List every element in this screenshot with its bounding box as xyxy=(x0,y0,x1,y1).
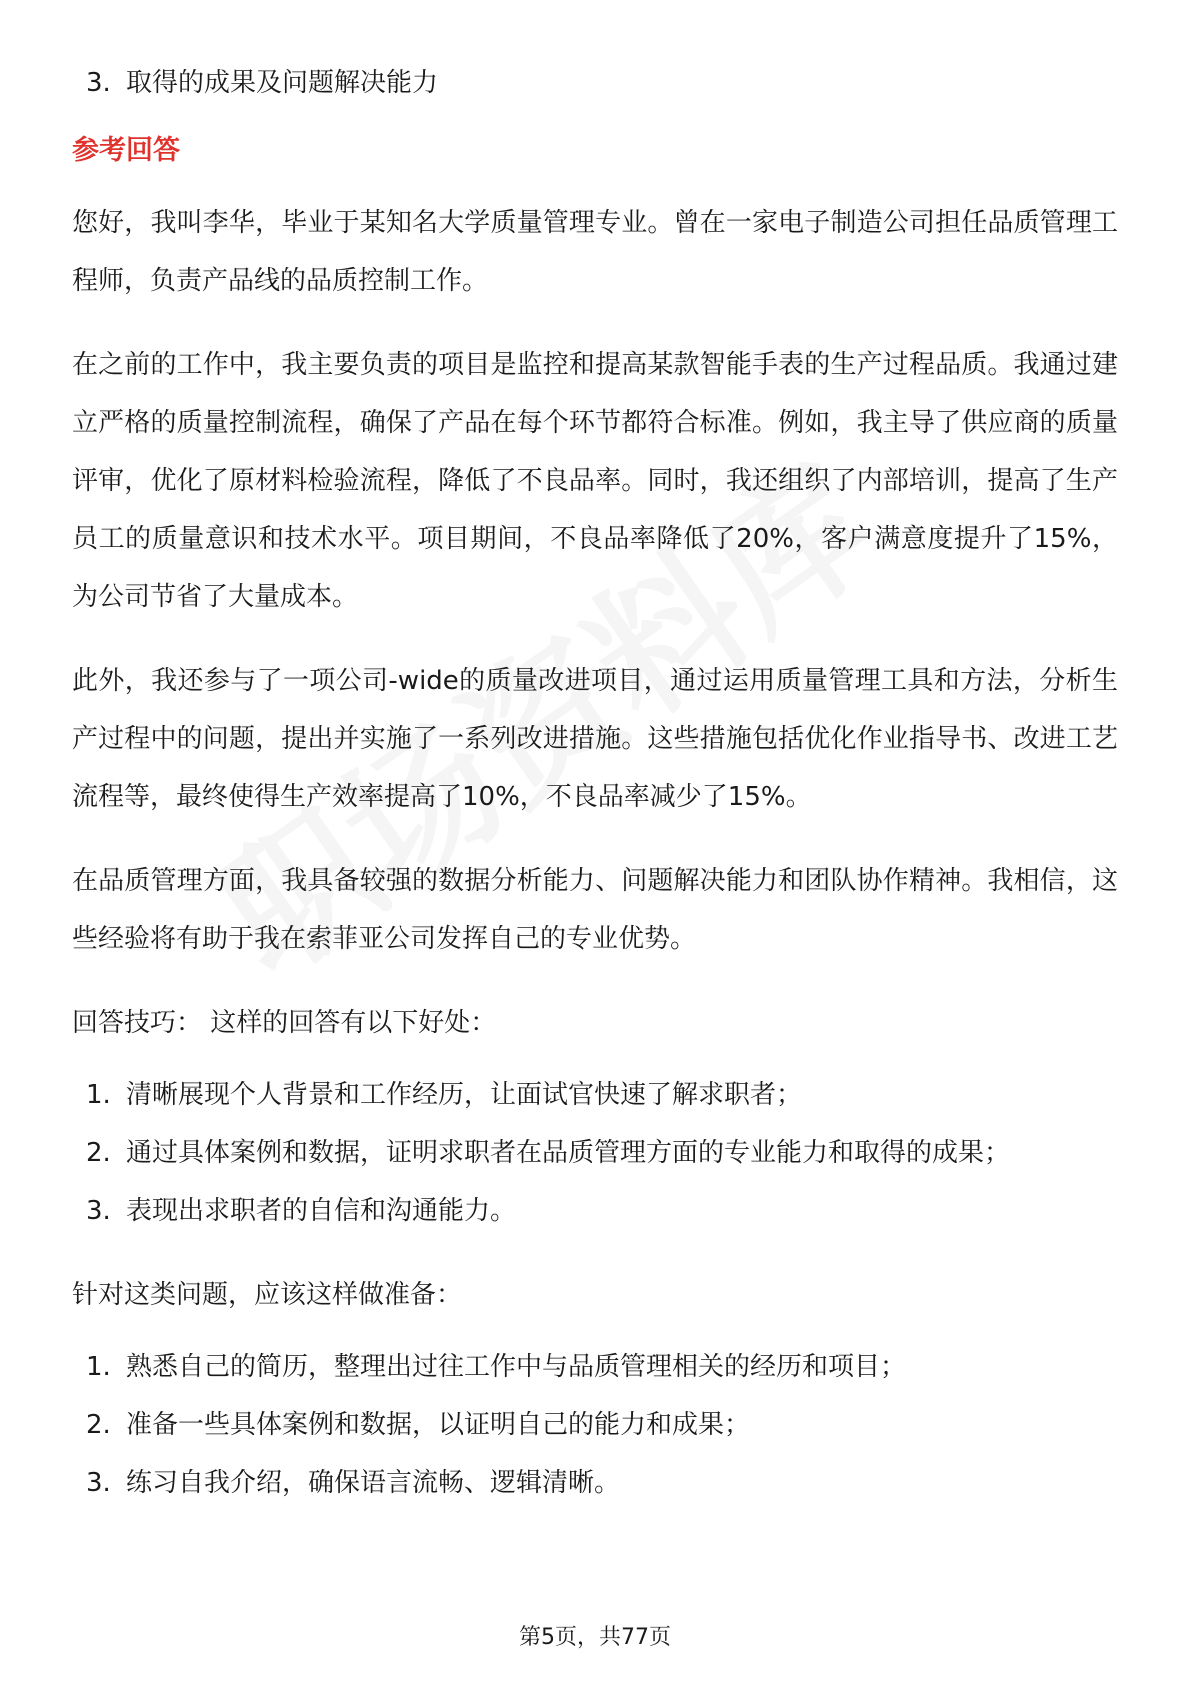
page-footer: 第5页，共77页 xyxy=(519,1625,671,1650)
top-list xyxy=(72,54,1118,112)
list-item xyxy=(72,54,1118,112)
list-item xyxy=(72,1066,1118,1124)
tips-list xyxy=(72,1066,1118,1240)
list-number: 1. xyxy=(86,1352,111,1382)
list-text: 清晰展现个人背景和工作经历，让面试官快速了解求职者； xyxy=(126,1080,803,1110)
tips-intro: 回答技巧： 这样的回答有以下好处： xyxy=(72,1008,497,1038)
prep-intro: 针对这类问题，应该这样做准备： xyxy=(72,1280,463,1310)
list-text: 准备一些具体案例和数据，以证明自己的能力和成果； xyxy=(126,1410,751,1440)
list-item xyxy=(72,1182,1118,1240)
list-text: 取得的成果及问题解决能力 xyxy=(126,68,439,98)
list-number: 3. xyxy=(86,68,111,98)
list-number: 3. xyxy=(86,1468,111,1498)
page-content xyxy=(72,54,1118,1512)
list-text: 通过具体案例和数据，证明求职者在品质管理方面的专业能力和取得的成果； xyxy=(126,1138,1011,1168)
list-item xyxy=(72,1454,1118,1512)
paragraph: 在品质管理方面，我具备较强的数据分析能力、问题解决能力和团队协作精神。我相信，这些经验将有助于我在索菲亚公司发挥自己的专业优势。 xyxy=(72,866,1118,954)
list-number: 1. xyxy=(86,1080,111,1110)
list-item xyxy=(72,1396,1118,1454)
list-text: 熟悉自己的简历，整理出过往工作中与品质管理相关的经历和项目； xyxy=(126,1352,907,1382)
list-number: 3. xyxy=(86,1196,111,1226)
prep-list xyxy=(72,1338,1118,1512)
list-item xyxy=(72,1124,1118,1182)
list-item xyxy=(72,1338,1118,1396)
section-heading: 参考回答 xyxy=(72,135,180,166)
list-text: 表现出求职者的自信和沟通能力。 xyxy=(126,1196,517,1226)
paragraph: 您好，我叫李华，毕业于某知名大学质量管理专业。曾在一家电子制造公司担任品质管理工程师，负责产品线的品质控制工作。 xyxy=(72,208,1118,296)
list-text: 练习自我介绍，确保语言流畅、逻辑清晰。 xyxy=(126,1468,621,1498)
paragraph: 在之前的工作中，我主要负责的项目是监控和提高某款智能手表的生产过程品质。我通过建立严格的质量控制流程，确保了产品在每个环节都符合标准。例如，我主导了供应商的质量评审，优化了原材料检验流程，降低了不良品率。同时，我还组织了内部培训，提高了生产员工的质量意识和技术水平。项目期间，不良品率降低了20%，客户满意度提升了15%，为公司节省了大量成本。 xyxy=(72,350,1118,612)
paragraph: 此外，我还参与了一项公司-wide的质量改进项目，通过运用质量管理工具和方法，分析生产过程中的问题，提出并实施了一系列改进措施。这些措施包括优化作业指导书、改进工艺流程等，最终使得生产效率提高了10%，不良品率减少了15%。 xyxy=(72,666,1118,812)
list-number: 2. xyxy=(86,1138,111,1168)
list-number: 2. xyxy=(86,1410,111,1440)
